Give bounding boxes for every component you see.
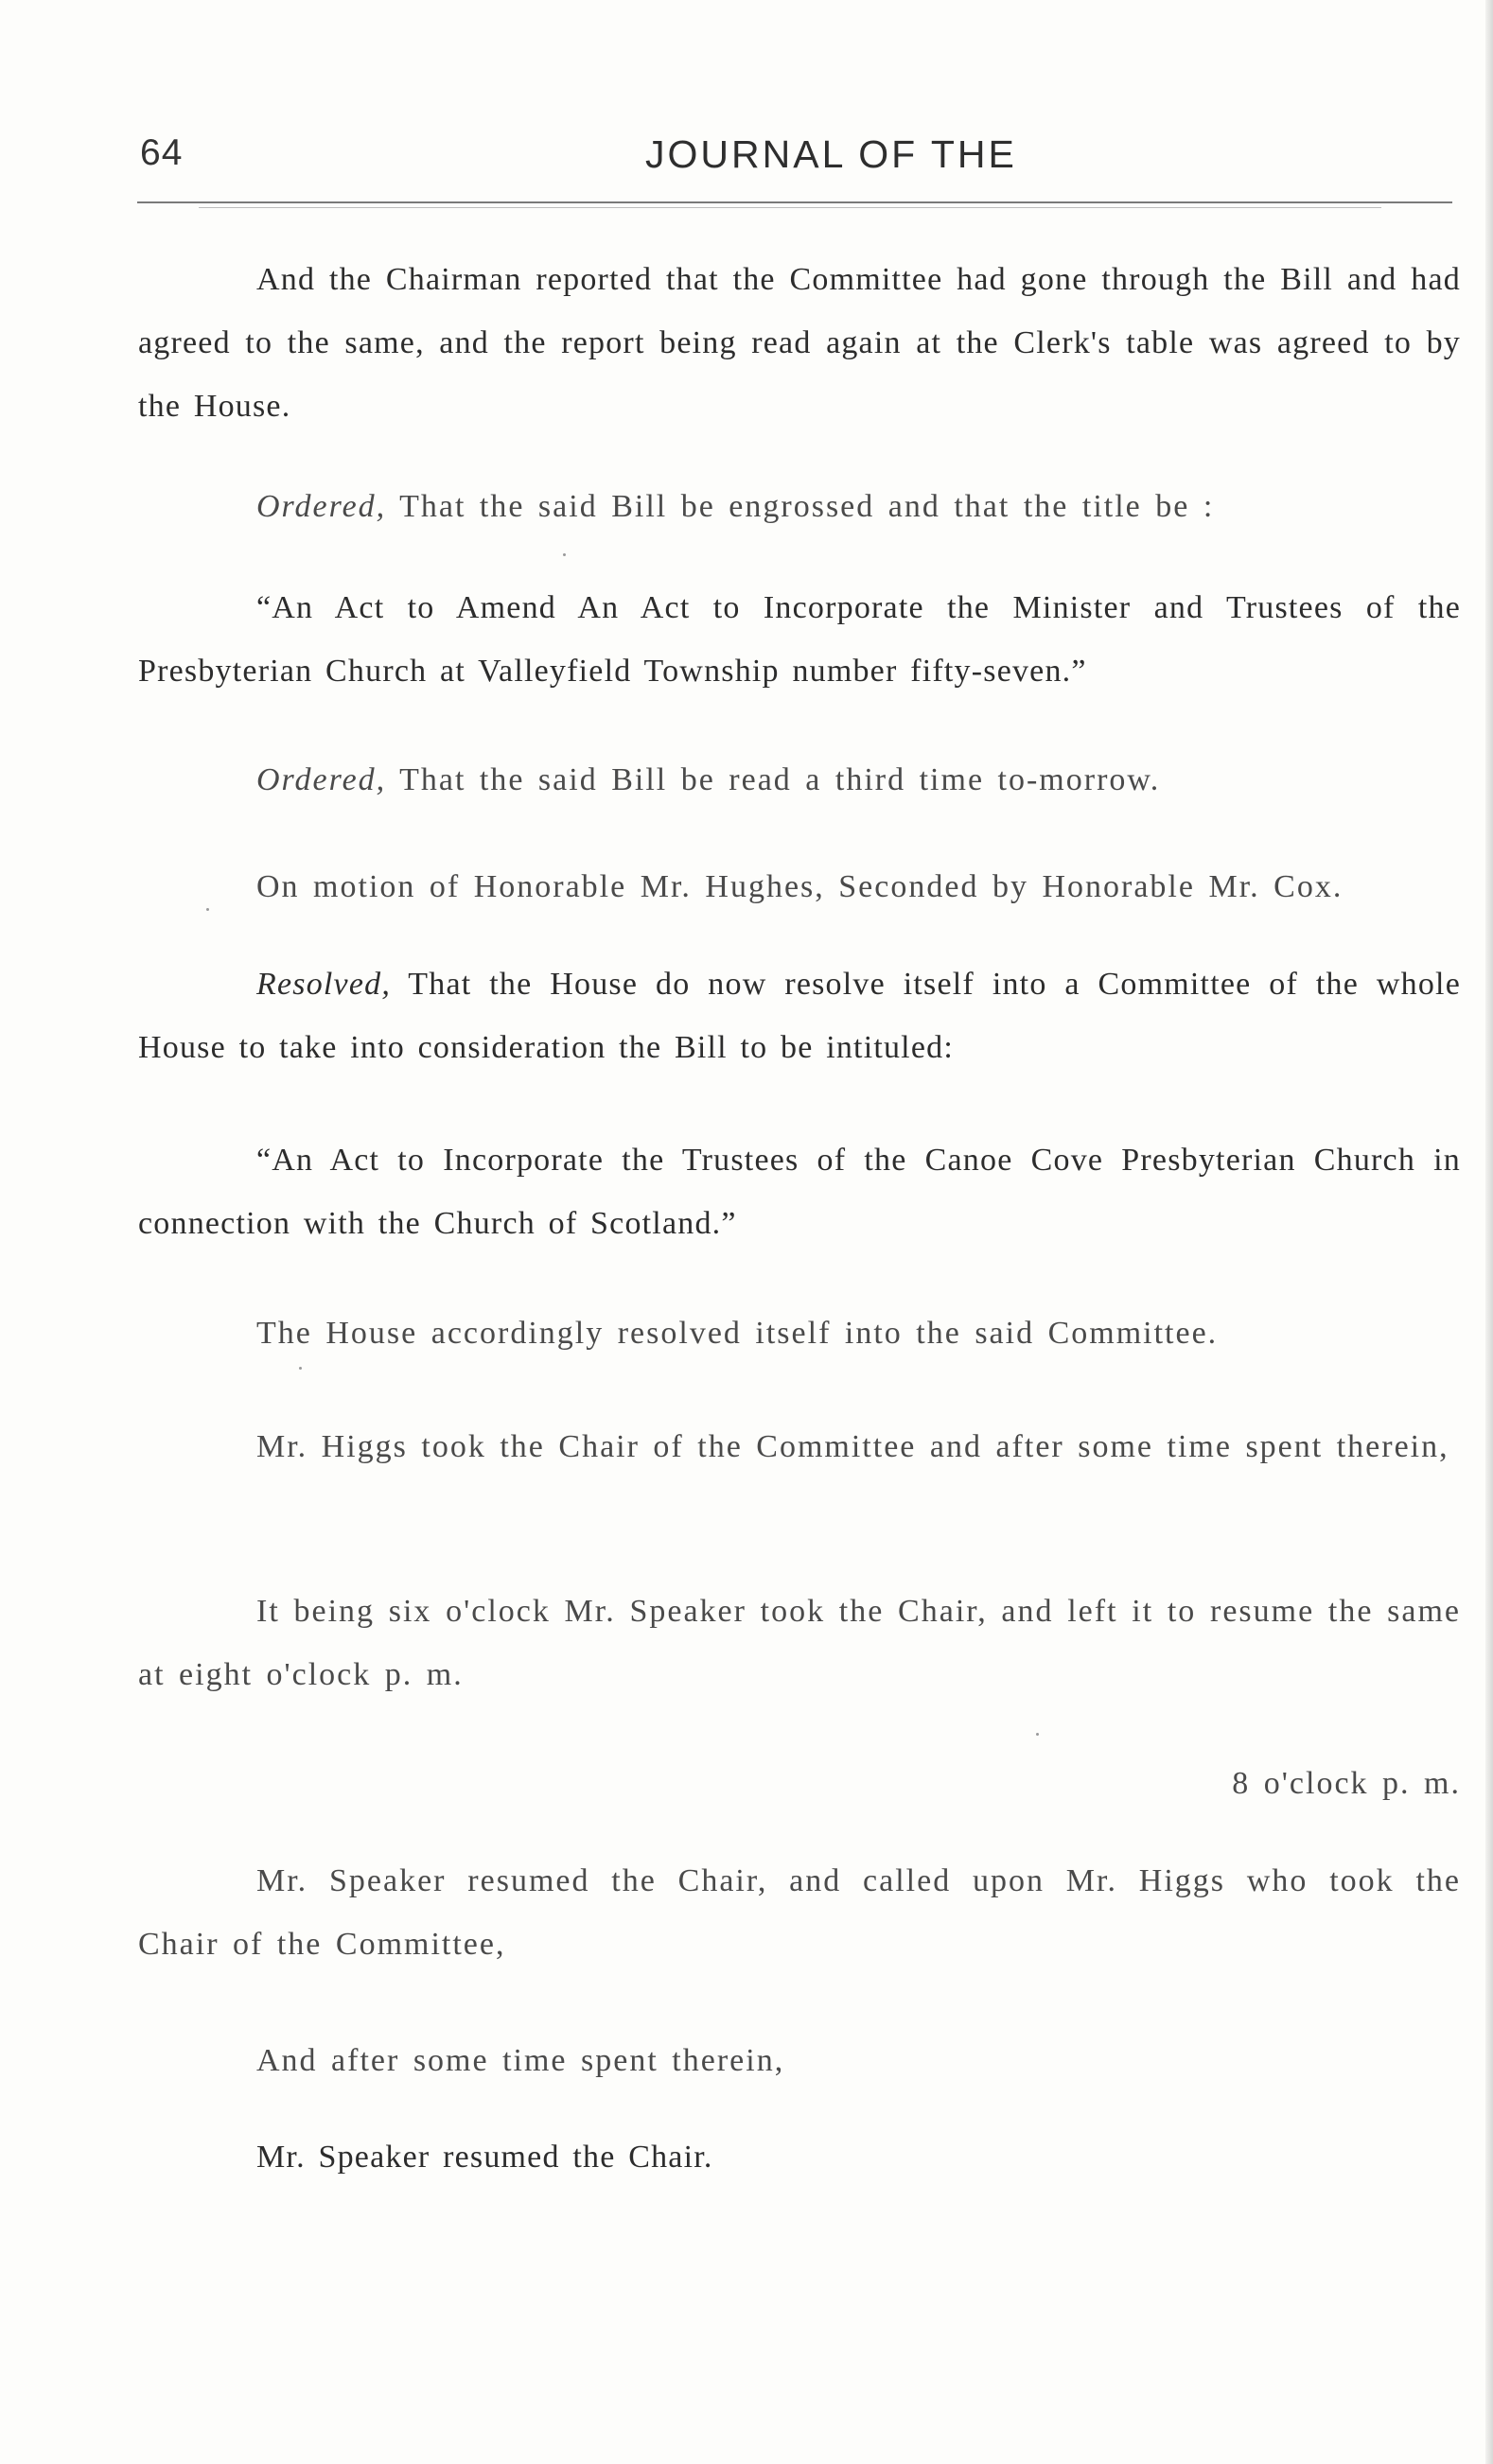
print-speck: [1036, 1733, 1039, 1736]
paragraph-six-oclock: [138, 1580, 1461, 1706]
paragraph-text: Mr. Speaker resumed the Chair, and called upon Mr. Higgs who took the Chair of the Committee,: [138, 1863, 1461, 1962]
paragraph-chairman-report: [138, 248, 1461, 438]
print-speck: [299, 1367, 302, 1370]
paragraph-speaker-resumed: [138, 1849, 1461, 1976]
paragraph-text: On motion of Honorable Mr. Hughes, Seconded by Honorable Mr. Cox.: [256, 869, 1344, 904]
paragraph-text: Mr. Higgs took the Chair of the Committee and after some time spent therein,: [256, 1429, 1449, 1464]
paragraph-text: The House accordingly resolved itself into the said Committee.: [256, 1316, 1219, 1351]
paragraph-bill-title-valleyfield: [138, 576, 1461, 703]
paragraph-after-time-spent: [138, 2029, 1461, 2092]
paragraph-text: “An Act to Amend An Act to Incorporate the Minister and Trustees of the Presbyterian Church at Valleyfield Township number fifty-seven.”: [138, 590, 1461, 689]
paragraph-bill-title-canoe-cove: [138, 1128, 1461, 1255]
paragraph-motion: [138, 855, 1461, 918]
print-speck: [563, 553, 566, 556]
paragraph-lead: Resolved,: [256, 967, 392, 1002]
paragraph-lead: Ordered,: [256, 762, 387, 797]
paragraph-ordered-engrossed: [138, 475, 1461, 538]
page-edge-shadow: [1485, 0, 1493, 2464]
paragraph-lead: Ordered,: [256, 489, 387, 524]
header-rule-secondary: [199, 207, 1381, 208]
running-title: JOURNAL OF THE: [645, 132, 1017, 176]
page-header: [0, 123, 1493, 189]
paragraph-eight-oclock: [138, 1752, 1461, 1815]
page-number: 64: [140, 132, 184, 173]
print-speck: [206, 908, 209, 911]
paragraph-text: That the said Bill be engrossed and that the title be :: [399, 489, 1215, 524]
paragraph-ordered-third-reading: [138, 748, 1461, 812]
paragraph-text: And the Chairman reported that the Committee had gone through the Bill and had agreed to the same, and the report being read again at the Clerk's table was agreed to by the House.: [138, 262, 1461, 424]
paragraph-text: 8 o'clock p. m.: [1232, 1766, 1461, 1801]
paragraph-text: That the said Bill be read a third time to-morrow.: [399, 762, 1161, 797]
paragraph-resolved: [138, 952, 1461, 1079]
paragraph-house-resolved: [138, 1302, 1461, 1365]
paragraph-higgs-chair: [138, 1415, 1461, 1478]
paragraph-text: That the House do now resolve itself into a Committee of the whole House to take into consideration the Bill to be intituled:: [138, 967, 1461, 1065]
paragraph-text: “An Act to Incorporate the Trustees of the Canoe Cove Presbyterian Church in connection with the Church of Scotland.”: [138, 1143, 1461, 1241]
paragraph-text: Mr. Speaker resumed the Chair.: [256, 2140, 713, 2175]
paragraph-speaker-resumed-final: [138, 2125, 1461, 2189]
paragraph-text: And after some time spent therein,: [256, 2043, 785, 2078]
paragraph-text: It being six o'clock Mr. Speaker took the Chair, and left it to resume the same at eight o'clock p. m.: [138, 1594, 1461, 1692]
header-rule: [137, 201, 1452, 203]
